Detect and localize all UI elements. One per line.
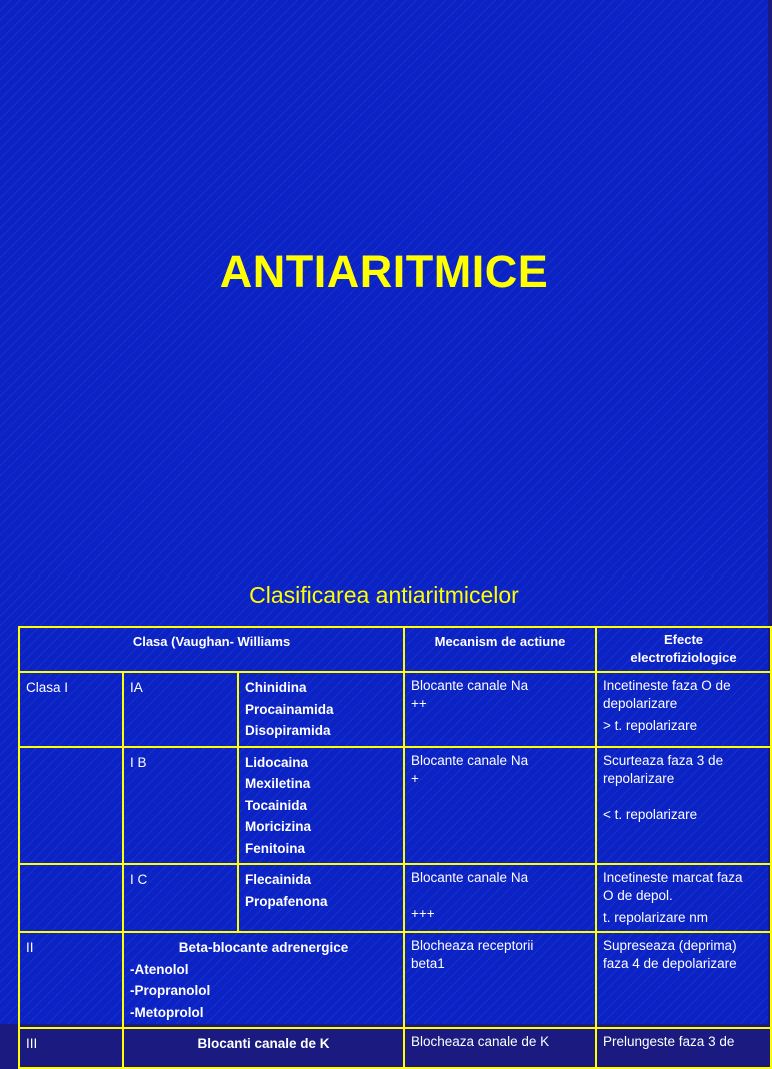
spacer	[411, 887, 589, 905]
header-clasa: Clasa (Vaughan- Williams	[19, 627, 404, 672]
efecte-line: depolarizare	[603, 696, 678, 711]
mecanism-line: +	[411, 770, 419, 786]
drug-name: -Propranolol	[130, 983, 211, 998]
table-row	[19, 747, 771, 865]
efecte-cell	[596, 932, 771, 1028]
clasa-cell: Clasa I	[19, 672, 123, 747]
drug-name: Lidocaina	[245, 754, 309, 770]
efecte-line: Incetineste faza O de	[603, 678, 731, 693]
classification-slide	[0, 576, 768, 1051]
table-row	[19, 864, 771, 932]
mecanism-line: Blocante canale Na	[411, 752, 529, 768]
drug-name: Disopiramida	[245, 723, 331, 738]
drug-group: Beta-blocante adrenergice	[178, 940, 349, 955]
efecte-cell	[596, 1028, 771, 1068]
slide-subtitle: Clasificarea antiaritmicelor	[249, 582, 519, 608]
drug-name-text: Propranolol	[134, 983, 211, 998]
drug-name: Propafenona	[245, 893, 328, 909]
efecte-line: faza 4 de depolarizare	[603, 956, 737, 971]
drug-name: Tocainida	[245, 797, 308, 813]
header-efecte	[596, 627, 771, 672]
table-row	[19, 672, 771, 747]
drug-name: Fenitoina	[245, 840, 305, 856]
drugs-cell	[238, 747, 404, 865]
efecte-line: t. repolarizare nm	[603, 910, 709, 925]
mecanism-line: Blocante canale Na	[411, 678, 529, 693]
efecte-line: Scurteaza faza 3 de	[603, 752, 724, 768]
drug-name: -Metoprolol	[130, 1004, 204, 1020]
mecanism-cell	[404, 1028, 596, 1068]
mecanism-cell	[404, 864, 596, 932]
mecanism-line: Blocheaza receptorii	[411, 938, 534, 953]
clasa-cell: II	[19, 932, 123, 1028]
spacer	[603, 788, 764, 806]
mecanism-line: Blocheaza canale de K	[411, 1034, 550, 1049]
efecte-cell	[596, 747, 771, 865]
mecanism-line: +++	[411, 906, 435, 921]
slide-title: ANTIARITMICE	[219, 246, 549, 297]
clasa-cell	[19, 747, 123, 865]
header-efecte-line: electrofiziologice	[630, 650, 737, 665]
drug-name: Flecainida	[245, 872, 312, 887]
drug-name: Chinidina	[245, 680, 307, 695]
drugs-cell	[238, 672, 404, 747]
table-row	[19, 932, 771, 1028]
clasa-cell	[19, 864, 123, 932]
mecanism-cell	[404, 932, 596, 1028]
mecanism-cell	[404, 747, 596, 865]
drug-name: Mexiletina	[245, 776, 311, 791]
drug-name: -Atenolol	[130, 961, 189, 977]
drug-name: Procainamida	[245, 701, 334, 717]
table-header-row	[19, 627, 771, 672]
mecanism-line: Blocante canale Na	[411, 870, 529, 885]
subclass-cell: I B	[123, 747, 238, 865]
mecanism-line: beta1	[411, 956, 445, 971]
efecte-line: Supreseaza (deprima)	[603, 938, 737, 953]
efecte-cell	[596, 864, 771, 932]
mecanism-cell	[404, 672, 596, 747]
drugs-cell	[123, 1028, 404, 1068]
efecte-line: > t. repolarizare	[603, 718, 698, 733]
drugs-cell	[238, 864, 404, 932]
efecte-line: O de depol.	[603, 888, 673, 903]
mecanism-line: ++	[411, 696, 427, 711]
drugs-cell	[123, 932, 404, 1028]
drug-name: Moricizina	[245, 819, 312, 834]
clasa-cell: III	[19, 1028, 123, 1068]
drug-name-text: Metoprolol	[134, 1004, 204, 1020]
table-row	[19, 1028, 771, 1068]
classification-table	[18, 626, 772, 1069]
efecte-line: repolarizare	[603, 770, 675, 786]
efecte-line: < t. repolarizare	[603, 806, 698, 822]
drug-name-text: Atenolol	[134, 961, 189, 977]
subclass-cell: IA	[123, 672, 238, 747]
efecte-line: Incetineste marcat faza	[603, 870, 743, 885]
header-mecanism: Mecanism de actiune	[404, 627, 596, 672]
efecte-line: Prelungeste faza 3 de	[603, 1034, 735, 1049]
header-efecte-line: Efecte	[663, 632, 704, 647]
drug-group: Blocanti canale de K	[197, 1036, 330, 1051]
efecte-cell	[596, 672, 771, 747]
subclass-cell: I C	[123, 864, 238, 932]
